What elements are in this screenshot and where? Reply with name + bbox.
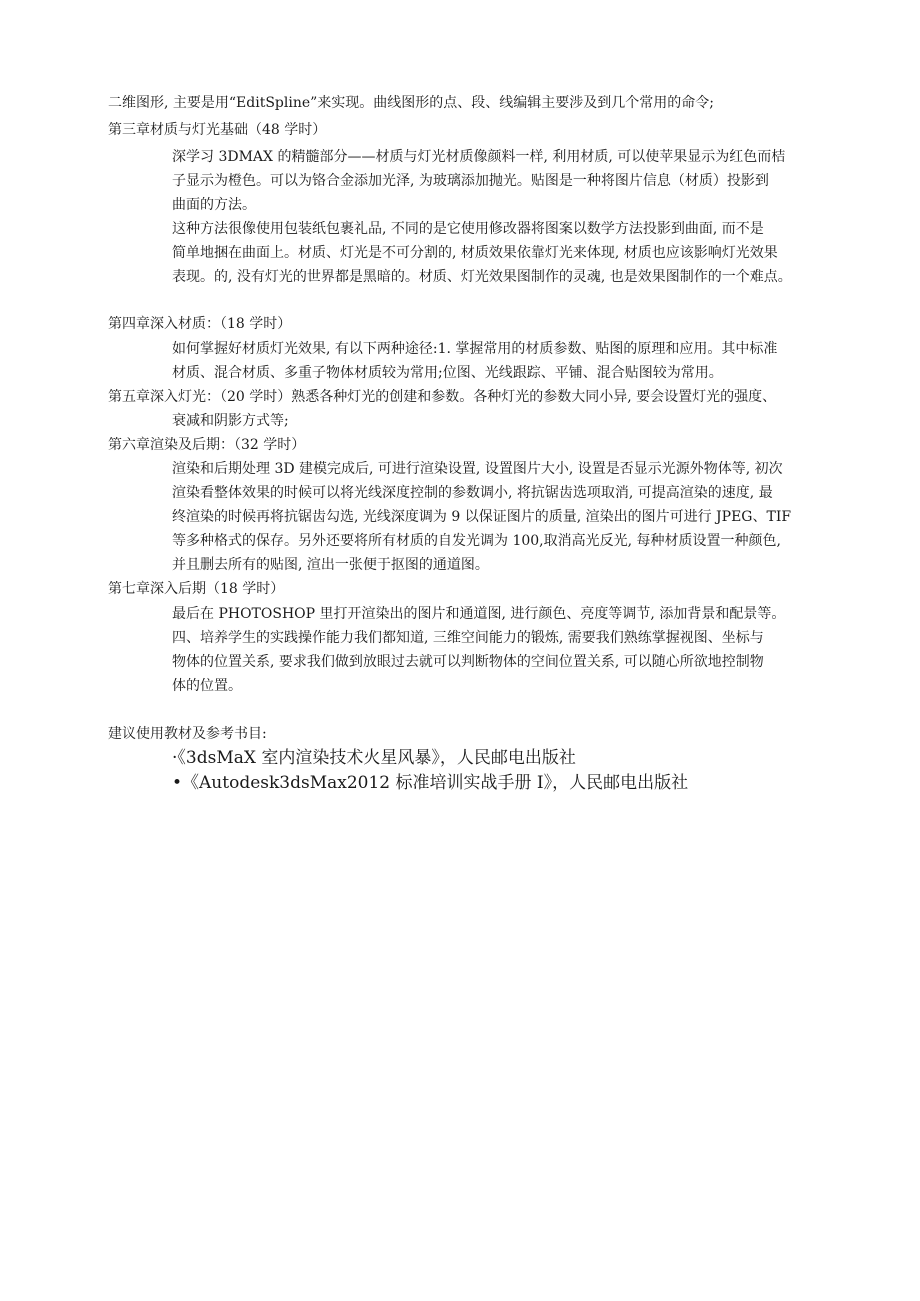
chapter3-heading: 第三章材质与灯光基础（48 学时） (108, 122, 327, 138)
chapter7-heading: 第七章深入后期（18 学时） (108, 581, 285, 597)
chapter6-line4: 等多种格式的保存。另外还要将所有材质的自发光调为 100,取消高光反光, 每种材质设置一种颜色, (172, 533, 781, 549)
chapter6-line5: 并且删去所有的贴图, 渲出一张便于抠图的通道图。 (172, 557, 489, 573)
chapter6-line3: 终渲染的时候再将抗锯齿勾选, 光线深度调为 9 以保证图片的质量, 渲染出的图片可进行 JPEG、TIF (172, 509, 792, 525)
chapter6-heading: 第六章渲染及后期：（32 学时） (108, 437, 306, 453)
chapter6-line1: 渲染和后期处理 3D 建模完成后, 可进行渲染设置, 设置图片大小, 设置是否显示光源外物体等, 初次 (172, 461, 783, 477)
references-heading: 建议使用教材及参考书目: (108, 726, 267, 742)
chapter7-line3: 物体的位置关系, 要求我们做到放眼过去就可以判断物体的空间位置关系, 可以随心所欲地控制物 (172, 654, 764, 670)
chapter3-p1-line2: 子显示为橙色。可以为铬合金添加光泽, 为玻璃添加抛光。贴图是一种将图片信息（材质）投影到 (172, 173, 769, 189)
chapter6-line2: 渲染看整体效果的时候可以将光线深度控制的参数调小, 将抗锯齿选项取消, 可提高渲染的速度, 最 (172, 485, 773, 501)
chapter7-line4: 体的位置。 (172, 678, 242, 694)
chapter4-line1: 如何掌握好材质灯光效果, 有以下两种途径:1. 掌握常用的材质参数、贴图的原理和应用。其中标准 (172, 341, 778, 357)
reference-item: •《Autodesk3dsMax2012 标准培训实战手册 I》，人民邮电出版社 (172, 773, 689, 793)
chapter5-continuation: 衰减和阴影方式等; (172, 413, 289, 429)
chapter3-p1-line1: 深学习 3DMAX 的精髓部分——材质与灯光材质像颜料一样, 利用材质, 可以使苹果显示为红色而桔 (172, 149, 786, 165)
chapter3-p2-line3: 表现。的, 没有灯光的世界都是黑暗的。材质、灯光效果图制作的灵魂, 也是效果图制作的一个难点。 (172, 269, 792, 285)
chapter4-heading: 第四章深入材质：（18 学时） (108, 316, 292, 332)
chapter7-line1: 最后在 PHOTOSHOP 里打开渲染出的图片和通道图, 进行颜色、亮度等调节, 添加背景和配景等。 (172, 606, 786, 622)
chapter3-p2-line2: 简单地捆在曲面上。材质、灯光是不可分割的, 材质效果依靠灯光来体现, 材质也应该影响灯光效果 (172, 245, 778, 261)
chapter5-heading-line: 第五章深入灯光：（20 学时）熟悉各种灯光的创建和参数。各种灯光的参数大同小异, 要会设置灯光的强度、 (108, 389, 777, 405)
chapter4-line2: 材质、混合材质、多重子物体材质较为常用;位图、光线跟踪、平铺、混合贴图较为常用。 (172, 365, 723, 381)
intro-line: 二维图形, 主要是用“EditSpline”来实现。曲线图形的点、段、线编辑主要涉及到几个常用的命令; (108, 95, 715, 111)
chapter3-p2-line1: 这种方法很像使用包装纸包裹礼品, 不同的是它使用修改器将图案以数学方法投影到曲面, 而不是 (172, 221, 764, 237)
reference-item: ·《3dsMaX 室内渲染技术火星风暴》，人民邮电出版社 (172, 748, 576, 768)
chapter3-p1-line3: 曲面的方法。 (172, 197, 256, 213)
chapter7-line2: 四、培养学生的实践操作能力我们都知道, 三维空间能力的锻炼, 需要我们熟练掌握视图、坐标与 (172, 630, 764, 646)
